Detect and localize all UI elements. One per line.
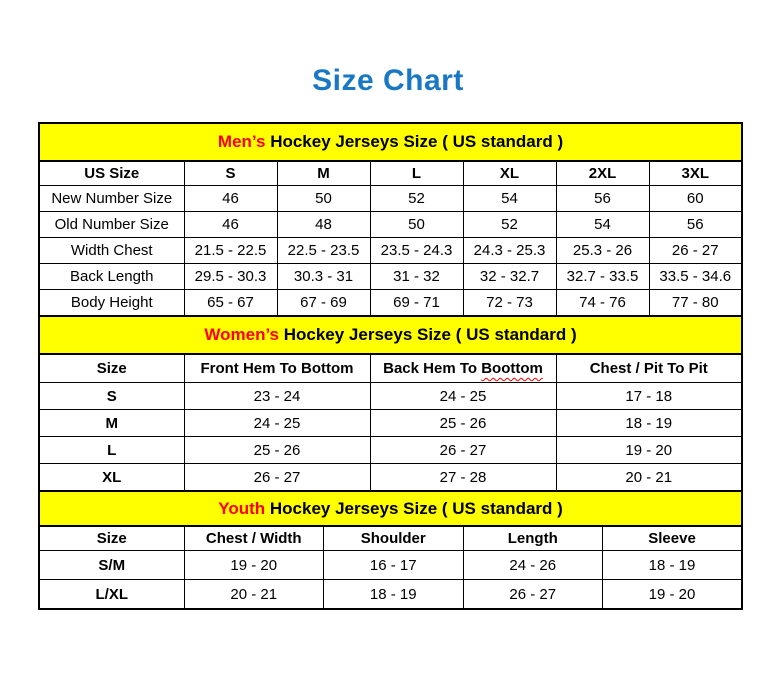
womens-section-title: Hockey Jerseys Size ( US standard ) bbox=[279, 325, 577, 344]
size-value-cell: 60 bbox=[649, 186, 742, 212]
column-header-text: Back Hem To bbox=[383, 360, 482, 377]
row-label: Back Length bbox=[39, 264, 184, 290]
size-value-cell: 18 - 19 bbox=[603, 551, 743, 580]
column-header: Size bbox=[39, 354, 184, 383]
size-value-cell: 26 - 27 bbox=[370, 437, 556, 464]
column-header: S bbox=[184, 161, 277, 186]
size-value-cell: 48 bbox=[277, 212, 370, 238]
size-value-cell: 52 bbox=[370, 186, 463, 212]
size-value-cell: 31 - 32 bbox=[370, 264, 463, 290]
table-row bbox=[39, 264, 742, 290]
column-header: 3XL bbox=[649, 161, 742, 186]
size-value-cell: 56 bbox=[556, 186, 649, 212]
size-value-cell: 65 - 67 bbox=[184, 290, 277, 317]
row-label: M bbox=[39, 410, 184, 437]
column-header: Shoulder bbox=[324, 526, 464, 551]
size-value-cell: 27 - 28 bbox=[370, 464, 556, 492]
mens-size-table bbox=[38, 122, 743, 317]
column-header: Front Hem To Bottom bbox=[184, 354, 370, 383]
size-value-cell: 33.5 - 34.6 bbox=[649, 264, 742, 290]
size-value-cell: 18 - 19 bbox=[556, 410, 742, 437]
column-header: Length bbox=[463, 526, 603, 551]
column-header: Sleeve bbox=[603, 526, 743, 551]
size-value-cell: 77 - 80 bbox=[649, 290, 742, 317]
size-value-cell: 19 - 20 bbox=[556, 437, 742, 464]
row-label: XL bbox=[39, 464, 184, 492]
size-value-cell: 24.3 - 25.3 bbox=[463, 238, 556, 264]
size-value-cell: 21.5 - 22.5 bbox=[184, 238, 277, 264]
page-title: Size Chart bbox=[312, 64, 464, 97]
misspelled-word: Boottom bbox=[481, 360, 543, 377]
size-value-cell: 67 - 69 bbox=[277, 290, 370, 317]
size-value-cell: 32 - 32.7 bbox=[463, 264, 556, 290]
column-header: 2XL bbox=[556, 161, 649, 186]
youth-section-header bbox=[39, 491, 742, 526]
youth-size-table bbox=[38, 490, 743, 610]
womens-section-header bbox=[39, 316, 742, 354]
size-value-cell: 25 - 26 bbox=[370, 410, 556, 437]
row-label: Width Chest bbox=[39, 238, 184, 264]
size-value-cell: 18 - 19 bbox=[324, 580, 464, 610]
row-label: S bbox=[39, 383, 184, 410]
table-row bbox=[39, 410, 742, 437]
size-value-cell: 24 - 25 bbox=[370, 383, 556, 410]
size-value-cell: 29.5 - 30.3 bbox=[184, 264, 277, 290]
column-header: Chest / Pit To Pit bbox=[556, 354, 742, 383]
table-row bbox=[39, 437, 742, 464]
table-row bbox=[39, 383, 742, 410]
column-header: Size bbox=[39, 526, 184, 551]
size-value-cell: 46 bbox=[184, 212, 277, 238]
size-value-cell: 22.5 - 23.5 bbox=[277, 238, 370, 264]
size-value-cell: 69 - 71 bbox=[370, 290, 463, 317]
column-header: M bbox=[277, 161, 370, 186]
table-row bbox=[39, 290, 742, 317]
column-header: L bbox=[370, 161, 463, 186]
size-value-cell: 72 - 73 bbox=[463, 290, 556, 317]
size-value-cell: 25.3 - 26 bbox=[556, 238, 649, 264]
youth-section-title: Hockey Jerseys Size ( US standard ) bbox=[265, 498, 563, 518]
mens-section-title: Hockey Jerseys Size ( US standard ) bbox=[265, 132, 564, 151]
size-value-cell: 17 - 18 bbox=[556, 383, 742, 410]
size-value-cell: 74 - 76 bbox=[556, 290, 649, 317]
row-label: S/M bbox=[39, 551, 184, 580]
size-value-cell: 54 bbox=[556, 212, 649, 238]
size-value-cell: 54 bbox=[463, 186, 556, 212]
table-row bbox=[39, 464, 742, 492]
size-chart bbox=[38, 122, 741, 610]
size-value-cell: 26 - 27 bbox=[463, 580, 603, 610]
size-value-cell: 24 - 25 bbox=[184, 410, 370, 437]
size-value-cell: 24 - 26 bbox=[463, 551, 603, 580]
column-header: XL bbox=[463, 161, 556, 186]
table-row bbox=[39, 212, 742, 238]
size-value-cell: 46 bbox=[184, 186, 277, 212]
size-value-cell: 19 - 20 bbox=[184, 551, 324, 580]
size-value-cell: 20 - 21 bbox=[556, 464, 742, 492]
size-value-cell: 16 - 17 bbox=[324, 551, 464, 580]
column-header: US Size bbox=[39, 161, 184, 186]
size-value-cell: 32.7 - 33.5 bbox=[556, 264, 649, 290]
row-label: Body Height bbox=[39, 290, 184, 317]
mens-section-highlight: Men’s bbox=[217, 132, 266, 151]
table-row bbox=[39, 551, 742, 580]
column-header bbox=[370, 354, 556, 383]
row-label: Old Number Size bbox=[39, 212, 184, 238]
size-value-cell: 19 - 20 bbox=[603, 580, 743, 610]
size-value-cell: 26 - 27 bbox=[649, 238, 742, 264]
size-value-cell: 50 bbox=[370, 212, 463, 238]
row-label: New Number Size bbox=[39, 186, 184, 212]
size-value-cell: 26 - 27 bbox=[184, 464, 370, 492]
womens-section-highlight: Women’s bbox=[204, 325, 279, 344]
size-value-cell: 23.5 - 24.3 bbox=[370, 238, 463, 264]
size-value-cell: 50 bbox=[277, 186, 370, 212]
table-row bbox=[39, 238, 742, 264]
size-value-cell: 30.3 - 31 bbox=[277, 264, 370, 290]
youth-section-highlight: Youth bbox=[218, 498, 266, 518]
row-label: L/XL bbox=[39, 580, 184, 610]
row-label: L bbox=[39, 437, 184, 464]
size-value-cell: 20 - 21 bbox=[184, 580, 324, 610]
womens-size-table bbox=[38, 315, 743, 492]
size-value-cell: 52 bbox=[463, 212, 556, 238]
table-row bbox=[39, 580, 742, 610]
size-value-cell: 23 - 24 bbox=[184, 383, 370, 410]
column-header: Chest / Width bbox=[184, 526, 324, 551]
size-value-cell: 56 bbox=[649, 212, 742, 238]
size-value-cell: 25 - 26 bbox=[184, 437, 370, 464]
table-row bbox=[39, 186, 742, 212]
mens-section-header bbox=[39, 123, 742, 161]
